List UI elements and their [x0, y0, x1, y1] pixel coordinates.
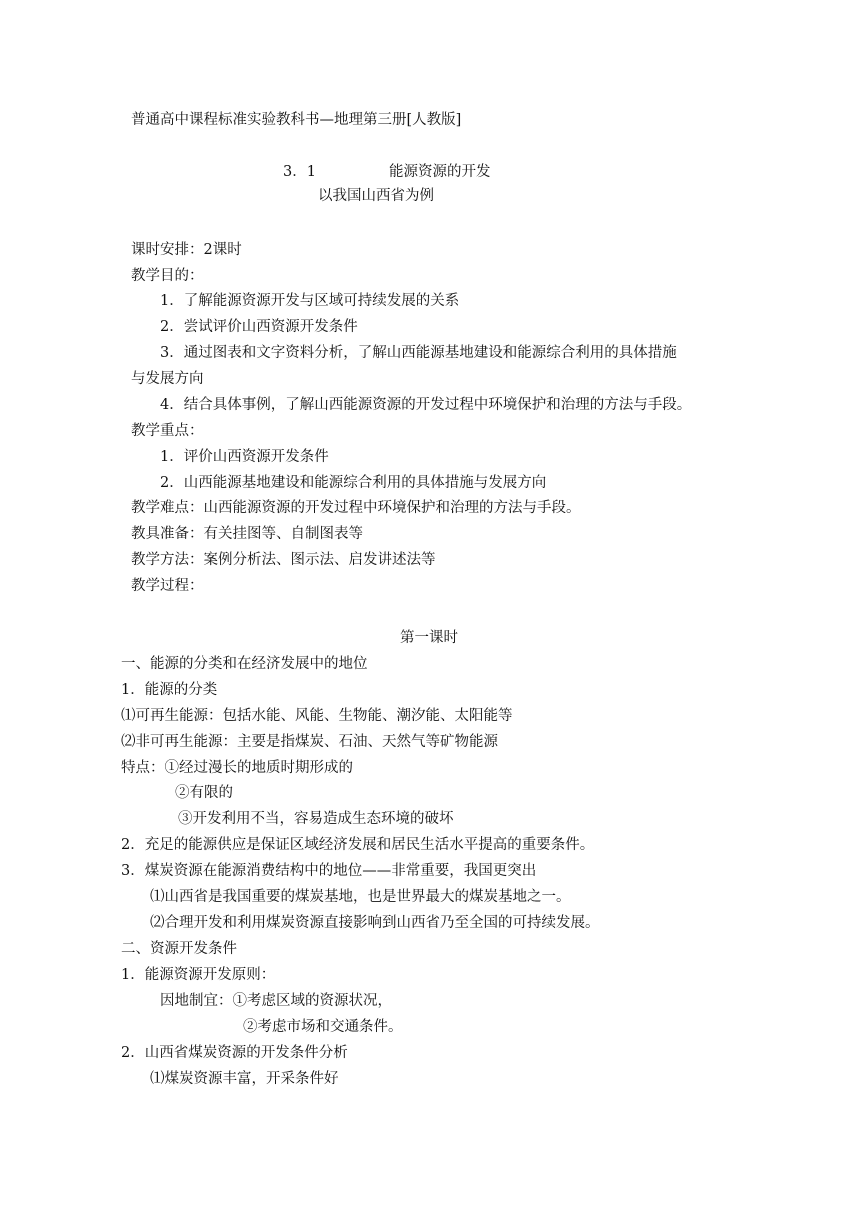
text-line-s2-principle-1: 因地制宜：①考虑区域的资源状况， [160, 993, 392, 1009]
text-line-process: 教学过程： [131, 578, 204, 594]
text-line-difficulty: 教学难点：山西能源资源的开发过程中环境保护和治理的方法与手段。 [131, 500, 581, 516]
text-line-features-1: 特点：①经过漫长的地质时期形成的 [121, 760, 353, 776]
text-line-features-2: ②有限的 [175, 785, 233, 801]
text-line-lesson-one: 第一课时 [400, 630, 458, 646]
text-line-s1-nonrenewable: ⑵非可再生能源：主要是指煤炭、石油、天然气等矿物能源 [121, 734, 498, 750]
text-line-objective-2: 2．尝试评价山西资源开发条件 [160, 319, 358, 335]
text-line-s1-item-1: 1．能源的分类 [121, 682, 218, 698]
text-line-methods: 教学方法：案例分析法、图示法、启发讲述法等 [131, 552, 436, 568]
page-subtitle: 以我国山西省为例 [318, 188, 434, 204]
text-line-keypoint-2: 2．山西能源基地建设和能源综合利用的具体措施与发展方向 [160, 475, 547, 491]
text-line-keypoint-1: 1．评价山西资源开发条件 [160, 449, 329, 465]
text-line-objective-4: 4．结合具体事例，了解山西能源资源的开发过程中环境保护和治理的方法与手段。 [160, 397, 692, 413]
text-line-schedule: 课时安排：2课时 [131, 242, 242, 258]
text-line-s1-item-3: 3．煤炭资源在能源消费结构中的地位——非常重要，我国更突出 [121, 863, 537, 879]
text-line-features-3: ③开发利用不当，容易造成生态环境的破坏 [178, 811, 454, 827]
text-line-s2-item-1: 1．能源资源开发原则： [121, 967, 276, 983]
text-line-objectives-heading: 教学目的： [131, 268, 204, 284]
text-line-section-2: 二、资源开发条件 [121, 941, 237, 957]
text-line-s1-item-2: 2．充足的能源供应是保证区域经济发展和居民生活水平提高的重要条件。 [121, 837, 595, 853]
text-line-s1-item-3-1: ⑴山西省是我国重要的煤炭基地，也是世界最大的煤炭基地之一。 [150, 889, 571, 905]
text-line-section-1: 一、能源的分类和在经济发展中的地位 [121, 656, 368, 672]
text-line-s2-item-2-1: ⑴煤炭资源丰富，开采条件好 [150, 1071, 339, 1087]
text-line-s1-renewable: ⑴可再生能源：包括水能、风能、生物能、潮汐能、太阳能等 [121, 708, 513, 724]
section-number: 3．1 [283, 164, 316, 180]
text-line-objective-3a: 3．通过图表和文字资料分析，了解山西能源基地建设和能源综合利用的具体措施 [160, 345, 677, 361]
text-line-objective-3b: 与发展方向 [131, 371, 204, 387]
text-line-tools: 教具准备：有关挂图等、自制图表等 [131, 526, 363, 542]
text-line-s2-principle-2: ②考虑市场和交通条件。 [243, 1019, 403, 1035]
text-line-keypoints-heading: 教学重点： [131, 423, 204, 439]
page-title: 能源资源的开发 [389, 164, 491, 180]
text-line-s1-item-3-2: ⑵合理开发和利用煤炭资源直接影响到山西省乃至全国的可持续发展。 [150, 915, 600, 931]
document-header: 普通高中课程标准实验教科书—地理第三册[人教版] [131, 112, 462, 128]
text-line-s2-item-2: 2．山西省煤炭资源的开发条件分析 [121, 1045, 348, 1061]
text-line-objective-1: 1．了解能源资源开发与区域可持续发展的关系 [160, 293, 460, 309]
